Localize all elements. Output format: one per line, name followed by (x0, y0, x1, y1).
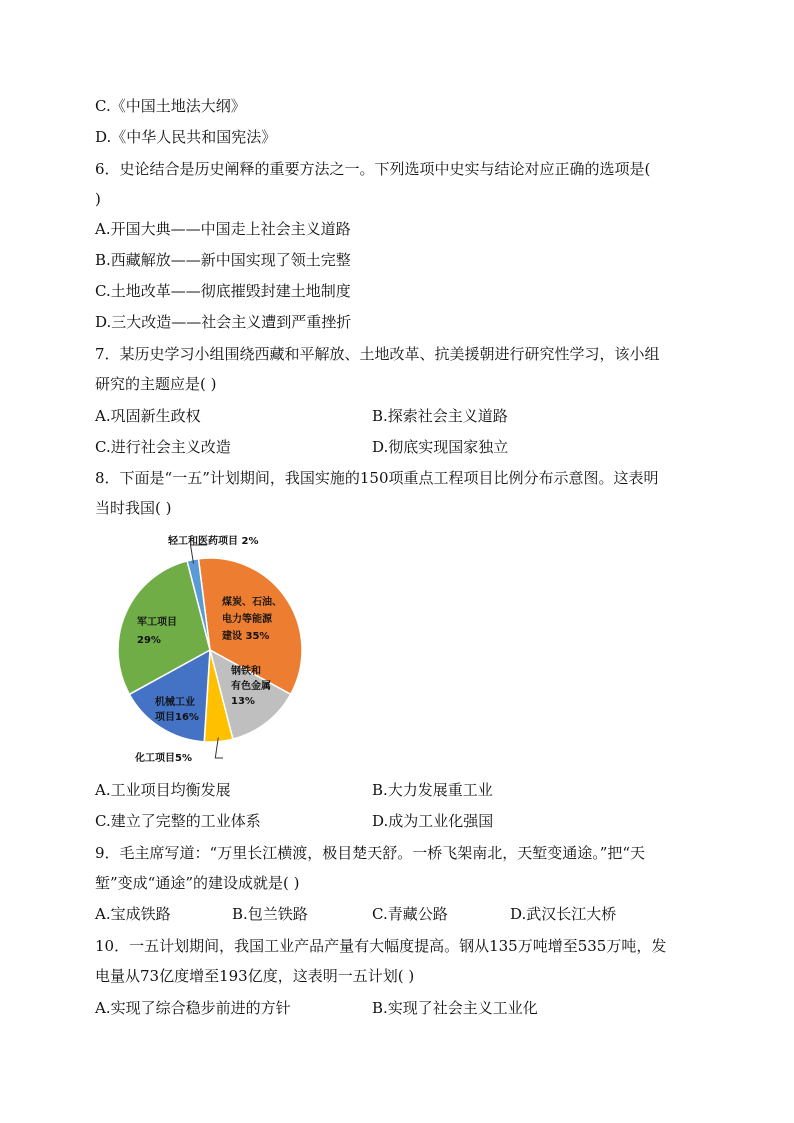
pie-label-chemical: 化工项目5% (135, 753, 192, 764)
q8-option-b: B.大力发展重工业 (372, 781, 493, 799)
q8-option-d: D.成为工业化强国 (372, 812, 494, 830)
q7-option-b: B.探索社会主义道路 (372, 407, 508, 425)
q10-option-a: A.实现了综合稳步前进的方针 (95, 999, 291, 1017)
q10-stem-cont: 电量从73亿度增至193亿度，这表明一五计划( ) (95, 967, 415, 985)
pie-label-machinery: 项目16% (155, 712, 199, 723)
q10-option-b: B.实现了社会主义工业化 (372, 999, 538, 1017)
pie-label-machinery: 机械工业 (155, 697, 195, 708)
pie-label-light-medicine: 轻工和医药项目 2% (168, 536, 259, 547)
q8-option-a: A.工业项目均衡发展 (95, 781, 231, 799)
q8-stem-cont: 当时我国( ) (95, 499, 172, 517)
pie-label-steel-metals: 钢铁和 (231, 666, 261, 677)
q7-option-c: C.进行社会主义改造 (95, 438, 231, 456)
q10-stem: 10．一五计划期间，我国工业产品产量有大幅度提高。钢从135万吨增至535万吨，发 (95, 937, 667, 955)
q6-stem-cont: ) (95, 190, 101, 208)
pie-label-military: 29% (137, 635, 161, 646)
q8-option-c: C.建立了完整的工业体系 (95, 812, 261, 830)
q9-stem: 9．毛主席写道：“万里长江横渡，极目楚天舒。一桥飞架南北，天堑变通途。”把“天 (95, 844, 646, 862)
q9-stem-cont: 堑”变成“通途”的建设成就是( ) (95, 874, 300, 892)
q7-option-d: D.彻底实现国家独立 (372, 438, 509, 456)
q9-option-c: C.青藏公路 (372, 905, 448, 923)
q6-option-a: A.开国大典——中国走上社会主义道路 (95, 220, 351, 238)
pie-label-energy: 建设 35% (222, 631, 270, 642)
pie-label-military: 军工项目 (137, 617, 177, 628)
q5-option-c: C.《中国土地法大纲》 (95, 97, 246, 115)
q6-option-d: D.三大改造——社会主义遭到严重挫折 (95, 313, 352, 331)
pie-label-energy: 电力等能源 (222, 614, 272, 625)
q9-option-b: B.包兰铁路 (232, 905, 308, 923)
q9-option-a: A.宝成铁路 (95, 905, 171, 923)
pie-label-energy: 煤炭、石油、 (222, 597, 282, 608)
q7-stem: 7．某历史学习小组围绕西藏和平解放、土地改革、抗美援朝进行研究性学习，该小组 (95, 345, 660, 363)
q8-stem: 8．下面是“一五”计划期间，我国实施的150项重点工程项目比例分布示意图。这表明 (95, 469, 659, 487)
pie-chart (95, 527, 320, 772)
q7-stem-cont: 研究的主题应是( ) (95, 375, 217, 393)
q6-option-c: C.土地改革——彻底摧毁封建土地制度 (95, 282, 351, 300)
pie-label-steel-metals: 13% (231, 696, 255, 707)
q7-option-a: A.巩固新生政权 (95, 407, 201, 425)
q9-option-d: D.武汉长江大桥 (510, 905, 617, 923)
q6-stem: 6．史论结合是历史阐释的重要方法之一。下列选项中史实与结论对应正确的选项是( (95, 160, 651, 178)
q5-option-d: D.《中华人民共和国宪法》 (95, 128, 277, 146)
q6-option-b: B.西藏解放——新中国实现了领土完整 (95, 251, 351, 269)
pie-label-steel-metals: 有色金属 (231, 681, 271, 692)
